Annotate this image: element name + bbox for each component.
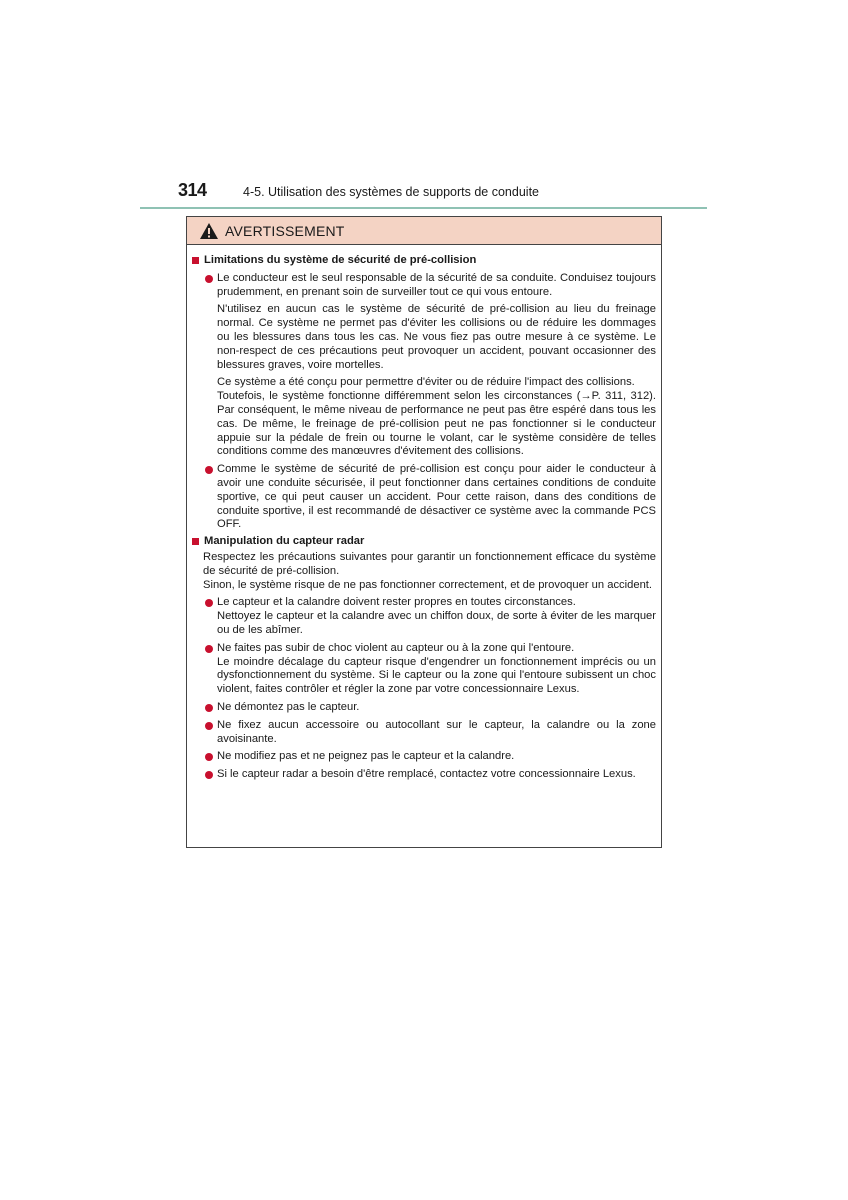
- bullet-body: [217, 463, 656, 532]
- warning-header: [187, 217, 661, 245]
- bullet-body: [217, 642, 656, 697]
- paragraph: Nettoyez le capteur et la calandre avec un chiffon doux, de sorte à éviter de les marquer ou de les abîmer.: [217, 610, 656, 636]
- intro-paragraph: Respectez les précautions suivantes pour garantir un fonctionnement efficace du système de sécurité de pré-collision.: [203, 550, 656, 577]
- paragraph: Ne démontez pas le capteur.: [217, 700, 360, 713]
- red-dot-icon: [205, 771, 213, 779]
- red-dot-icon: [205, 753, 213, 761]
- red-dot-icon: [205, 599, 213, 607]
- page-number: 314: [178, 180, 207, 200]
- bullet-body: [217, 701, 656, 715]
- paragraph: Ce système a été conçu pour permettre d'éviter ou de réduire l'impact des collisions.: [217, 376, 635, 389]
- warning-content: [187, 245, 661, 782]
- section-heading: [191, 535, 656, 549]
- bullet-body: [217, 272, 656, 459]
- paragraph: Le capteur et la calandre doivent rester propres en toutes circonstances.: [217, 596, 576, 609]
- red-square-icon: [192, 538, 199, 545]
- warning-title: AVERTISSEMENT: [225, 222, 345, 239]
- warning-box: [186, 216, 662, 848]
- bullet-body: [217, 768, 656, 782]
- paragraph: Ne modifiez pas et ne peignez pas le capteur et la calandre.: [217, 750, 515, 763]
- list-item: [205, 596, 656, 637]
- list-item: [205, 463, 656, 532]
- section-heading-text: Manipulation du capteur radar: [204, 535, 365, 548]
- paragraph: Toutefois, le système fonctionne différemment selon les circonstances (→P. 311, 312). Par conséquent, le même niveau de performance ne peut pas être espéré dans tous les cas. De même, le freinage de pré-collision peut ne pas fonctionner si le conducteur appuie sur la pédale de frein ou tourne le volant, car le système considère de telles conditions comme des manœuvres d'évitement des collisions.: [217, 390, 656, 458]
- section-heading: [191, 254, 656, 268]
- paragraph: Si le capteur radar a besoin d'être remplacé, contactez votre concessionnaire Lexus.: [217, 768, 636, 781]
- paragraph: Ne fixez aucun accessoire ou autocollant sur le capteur, la calandre ou la zone avoisinante.: [217, 718, 656, 745]
- paragraph: Le moindre décalage du capteur risque d'engendrer un fonctionnement imprécis ou un dysfonctionnement du système. Si le capteur ou la zone qui l'entoure subissent un choc violent, faites contrôler et régler la zone par votre concessionnaire Lexus.: [217, 655, 656, 696]
- list-item: [205, 750, 656, 764]
- red-dot-icon: [205, 704, 213, 712]
- list-item: [205, 768, 656, 782]
- bullet-body: [217, 596, 656, 637]
- paragraph: Le conducteur est le seul responsable de la sécurité de sa conduite. Conduisez toujours prudemment, en prenant soin de surveiller tout ce qui vous entoure.: [217, 271, 656, 298]
- warning-triangle-icon: [199, 222, 219, 240]
- list-item: [205, 719, 656, 747]
- list-item: [205, 701, 656, 715]
- red-dot-icon: [205, 722, 213, 730]
- bullet-body: [217, 750, 656, 764]
- bullet-body: [217, 719, 656, 747]
- section-heading-text: Limitations du système de sécurité de pré-collision: [204, 254, 477, 266]
- paragraph: Ne faites pas subir de choc violent au capteur ou à la zone qui l'entoure.: [217, 641, 575, 654]
- section-title: 4-5. Utilisation des systèmes de supports de conduite: [243, 185, 539, 199]
- paragraph: Comme le système de sécurité de pré-collision est conçu pour aider le conducteur à avoir une conduite sécurisée, il peut fonctionner dans certaines conditions de conduite sportive, ce qui peut causer un accident. Pour cette raison, dans des conditions de conduite sportive, il est recommandé de désactiver ce système avec la commande PCS OFF.: [217, 463, 656, 531]
- intro-paragraph: Sinon, le système risque de ne pas fonctionner correctement, et de provoquer un accident.: [203, 578, 653, 591]
- header-rule: [140, 207, 707, 209]
- red-dot-icon: [205, 275, 213, 283]
- red-dot-icon: [205, 645, 213, 653]
- paragraph: N'utilisez en aucun cas le système de sécurité de pré-collision au lieu du freinage normal. Ce système ne permet pas d'éviter les collisions ou de réduire les dommages ou les blessures dans tous les cas. Ne vous fiez pas outre mesure à ce système. Le non-respect de ces précautions peut provoquer un accident, pouvant occasionner des blessures graves, voire mortelles.: [217, 303, 656, 371]
- red-square-icon: [192, 257, 199, 264]
- list-item: [205, 272, 656, 459]
- red-dot-icon: [205, 466, 213, 474]
- list-item: [205, 642, 656, 697]
